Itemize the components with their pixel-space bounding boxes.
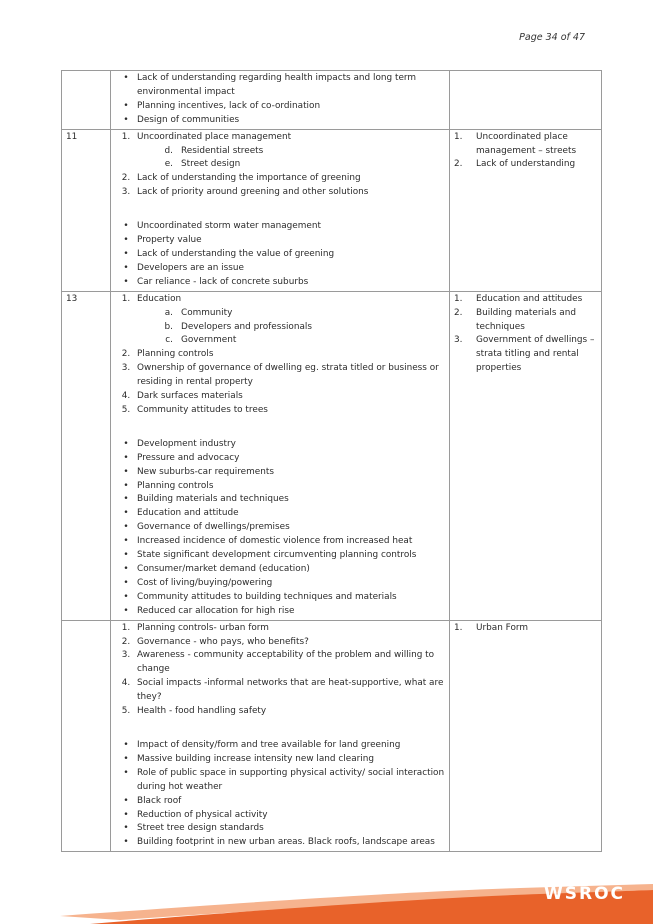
- list-marker: •: [123, 577, 129, 588]
- spacer: [115, 719, 445, 739]
- list-marker: •: [123, 262, 129, 273]
- list-item-text: Developers and professionals: [181, 321, 313, 332]
- bullet-item: [115, 739, 445, 753]
- list-marker: •: [123, 494, 129, 505]
- list-item-text: Street design: [181, 159, 241, 170]
- bullet-item: [115, 248, 445, 262]
- list-marker: •: [123, 795, 129, 806]
- list-marker: •: [123, 739, 129, 750]
- list-marker: b.: [164, 321, 173, 332]
- list-item-text: Planning controls: [137, 480, 214, 491]
- list-marker: 2.: [454, 307, 463, 318]
- theme-item: [454, 131, 597, 159]
- bullet-item: [115, 438, 445, 452]
- list-item-text: Property value: [137, 235, 202, 246]
- themes-cell: [450, 291, 602, 620]
- theme-text: Government of dwellings – strata titling and rental properties: [476, 335, 595, 374]
- list-item-text: Governance - who pays, who benefits?: [137, 636, 309, 647]
- row-id-cell: [62, 620, 111, 852]
- wsroc-logo: WSROC: [543, 884, 625, 904]
- theme-text: Urban Form: [476, 622, 529, 633]
- numbered-item: [115, 705, 445, 719]
- list-marker: c.: [165, 335, 173, 346]
- list-marker: •: [123, 767, 129, 778]
- list-marker: •: [123, 753, 129, 764]
- list-marker: 1.: [454, 131, 463, 142]
- bullet-item: [115, 577, 445, 591]
- list-marker: d.: [164, 145, 173, 156]
- bullet-item: [115, 493, 445, 507]
- list-marker: 1.: [121, 293, 131, 304]
- list-marker: 2.: [121, 349, 131, 360]
- bullet-item: [115, 262, 445, 276]
- numbered-item: [115, 186, 445, 200]
- list-marker: •: [123, 536, 129, 547]
- list-marker: •: [123, 837, 129, 848]
- list-item-text: Community attitudes to trees: [137, 404, 268, 415]
- list-marker: •: [123, 480, 129, 491]
- bullet-item: [115, 591, 445, 605]
- numbered-item: [115, 293, 445, 307]
- list-marker: •: [123, 73, 129, 83]
- list-marker: 4.: [121, 678, 131, 689]
- table-row: [62, 620, 602, 852]
- list-marker: 1.: [454, 293, 463, 304]
- list-marker: •: [123, 235, 129, 246]
- list-marker: •: [123, 221, 129, 232]
- bullet-item: [115, 753, 445, 767]
- list-item-text: Community: [181, 307, 233, 318]
- numbered-item: [115, 677, 445, 705]
- list-item-text: Education and attitude: [137, 508, 239, 519]
- list-marker: •: [123, 605, 129, 616]
- list-marker: 3.: [121, 187, 131, 198]
- bullet-item: [115, 822, 445, 836]
- bullet-item: [115, 809, 445, 823]
- issues-cell: [111, 71, 450, 130]
- themes-cell: [450, 129, 602, 291]
- numbered-item: [115, 131, 445, 145]
- list-marker: •: [123, 508, 129, 519]
- list-marker: 2.: [121, 636, 131, 647]
- list-marker: 5.: [121, 404, 131, 415]
- sub-list-item: [115, 307, 445, 321]
- bullet-item: [115, 605, 445, 619]
- list-item-text: Black roof: [137, 795, 182, 806]
- row-id-cell: 11: [62, 129, 111, 291]
- list-item-text: Governance of dwellings/premises: [137, 522, 290, 533]
- bullet-item: [115, 535, 445, 549]
- list-marker: 2.: [454, 159, 463, 170]
- list-marker: •: [123, 522, 129, 533]
- list-marker: •: [123, 823, 129, 834]
- table-row: [62, 129, 602, 291]
- issues-cell: [111, 620, 450, 852]
- list-item-text: Developers are an issue: [137, 262, 244, 273]
- list-marker: 3.: [454, 335, 463, 346]
- sub-list-item: [115, 321, 445, 335]
- list-item-text: Planning controls: [137, 349, 214, 360]
- list-marker: •: [123, 466, 129, 477]
- list-item-text: Consumer/market demand (education): [137, 564, 310, 574]
- theme-item: [454, 334, 597, 376]
- spacer: [115, 418, 445, 438]
- numbered-item: [115, 390, 445, 404]
- list-item-text: Lack of priority around greening and other solutions: [137, 187, 369, 198]
- theme-text: Building materials and techniques: [476, 307, 577, 332]
- list-item-text: Lack of understanding regarding health impacts and long term environmental impact: [137, 73, 417, 97]
- list-item-text: Design of communities: [137, 114, 240, 125]
- bullet-item: [115, 767, 445, 795]
- bullet-item: [115, 276, 445, 290]
- list-marker: •: [123, 550, 129, 561]
- list-marker: •: [123, 114, 129, 125]
- list-item-text: Lack of understanding the value of greening: [137, 248, 335, 259]
- list-item-text: Dark surfaces materials: [137, 391, 243, 402]
- bullet-item: [115, 549, 445, 563]
- list-marker: •: [123, 100, 129, 111]
- list-item-text: Government: [181, 335, 237, 346]
- list-marker: 5.: [121, 706, 131, 717]
- row-id-cell: [62, 71, 111, 130]
- bullet-item: [115, 234, 445, 248]
- issues-table: [61, 70, 602, 852]
- list-item-text: Role of public space in supporting physical activity/ social interaction during hot weather: [137, 767, 445, 792]
- list-item-text: Car reliance - lack of concrete suburbs: [137, 276, 309, 287]
- bullet-item: [115, 466, 445, 480]
- numbered-item: [115, 649, 445, 677]
- list-item-text: Education: [137, 293, 182, 304]
- list-item-text: Street tree design standards: [137, 823, 264, 834]
- numbered-item: [115, 348, 445, 362]
- row-id-cell: 13: [62, 291, 111, 620]
- numbered-item: [115, 362, 445, 390]
- issues-cell: [111, 129, 450, 291]
- list-item-text: Uncoordinated place management: [137, 131, 292, 142]
- list-marker: 3.: [121, 363, 131, 374]
- list-item-text: Building footprint in new urban areas. Black roofs, landscape areas: [137, 837, 435, 848]
- list-item-text: Awareness - community acceptability of the problem and willing to change: [137, 650, 435, 675]
- bullet-item: [115, 480, 445, 494]
- bullet-item: [115, 836, 445, 850]
- list-item-text: Lack of understanding the importance of greening: [137, 173, 361, 184]
- list-item-text: Uncoordinated storm water management: [137, 221, 321, 232]
- bullet-item: [115, 72, 445, 100]
- list-marker: 4.: [121, 391, 131, 402]
- theme-item: [454, 158, 597, 172]
- issues-cell: [111, 291, 450, 620]
- theme-item: [454, 307, 597, 335]
- list-marker: 1.: [121, 131, 131, 142]
- numbered-item: [115, 172, 445, 186]
- list-marker: •: [123, 809, 129, 820]
- bullet-item: [115, 507, 445, 521]
- list-item-text: Residential streets: [181, 145, 264, 156]
- list-item-text: Massive building increase intensity new land clearing: [137, 753, 375, 764]
- sub-list-item: [115, 334, 445, 348]
- list-marker: •: [123, 452, 129, 463]
- list-marker: 2.: [121, 173, 131, 184]
- list-item-text: Building materials and techniques: [137, 494, 289, 505]
- theme-text: Lack of understanding: [476, 159, 576, 170]
- sub-list-item: [115, 145, 445, 159]
- table-row: [62, 291, 602, 620]
- bullet-item: [115, 452, 445, 466]
- list-item-text: State significant development circumventing planning controls: [137, 550, 417, 561]
- list-item-text: Impact of density/form and tree available for land greening: [137, 739, 401, 750]
- list-item-text: Reduced car allocation for high rise: [137, 605, 295, 616]
- list-item-text: Increased incidence of domestic violence from increased heat: [137, 536, 413, 547]
- numbered-item: [115, 636, 445, 650]
- bullet-item: [115, 220, 445, 234]
- list-item-text: Development industry: [137, 438, 236, 449]
- sub-list-item: [115, 158, 445, 172]
- spacer: [115, 200, 445, 220]
- themes-cell: [450, 620, 602, 852]
- list-item-text: Social impacts -informal networks that are heat-supportive, what are they?: [137, 678, 444, 703]
- numbered-item: [115, 404, 445, 418]
- list-marker: e.: [164, 159, 173, 170]
- list-marker: •: [123, 438, 129, 449]
- bullet-item: [115, 100, 445, 114]
- numbered-item: [115, 622, 445, 636]
- table-row: [62, 71, 602, 130]
- list-item-text: New suburbs-car requirements: [137, 466, 274, 477]
- bullet-item: [115, 563, 445, 577]
- list-marker: •: [123, 591, 129, 602]
- list-marker: 1.: [121, 622, 131, 633]
- list-item-text: Reduction of physical activity: [137, 809, 268, 820]
- bullet-item: [115, 521, 445, 535]
- bullet-item: [115, 114, 445, 128]
- list-item-text: Planning controls- urban form: [137, 622, 269, 633]
- theme-item: [454, 293, 597, 307]
- theme-text: Uncoordinated place management – streets: [476, 131, 577, 156]
- list-marker: 3.: [121, 650, 131, 661]
- list-item-text: Ownership of governance of dwelling eg. strata titled or business or residing in rental property: [137, 363, 439, 388]
- list-marker: 1.: [454, 622, 463, 633]
- list-item-text: Planning incentives, lack of co-ordination: [137, 100, 321, 111]
- bullet-item: [115, 795, 445, 809]
- theme-item: [454, 622, 597, 636]
- list-item-text: Community attitudes to building techniques and materials: [137, 591, 397, 602]
- list-item-text: Pressure and advocacy: [137, 452, 240, 463]
- list-marker: •: [123, 276, 129, 287]
- list-marker: •: [123, 564, 129, 574]
- themes-cell: [450, 71, 602, 130]
- list-marker: a.: [164, 307, 173, 318]
- list-item-text: Health - food handling safety: [137, 706, 267, 717]
- list-item-text: Cost of living/buying/powering: [137, 577, 273, 588]
- list-marker: •: [123, 248, 129, 259]
- page-number: Page 34 of 47: [519, 32, 585, 43]
- theme-text: Education and attitudes: [476, 293, 583, 304]
